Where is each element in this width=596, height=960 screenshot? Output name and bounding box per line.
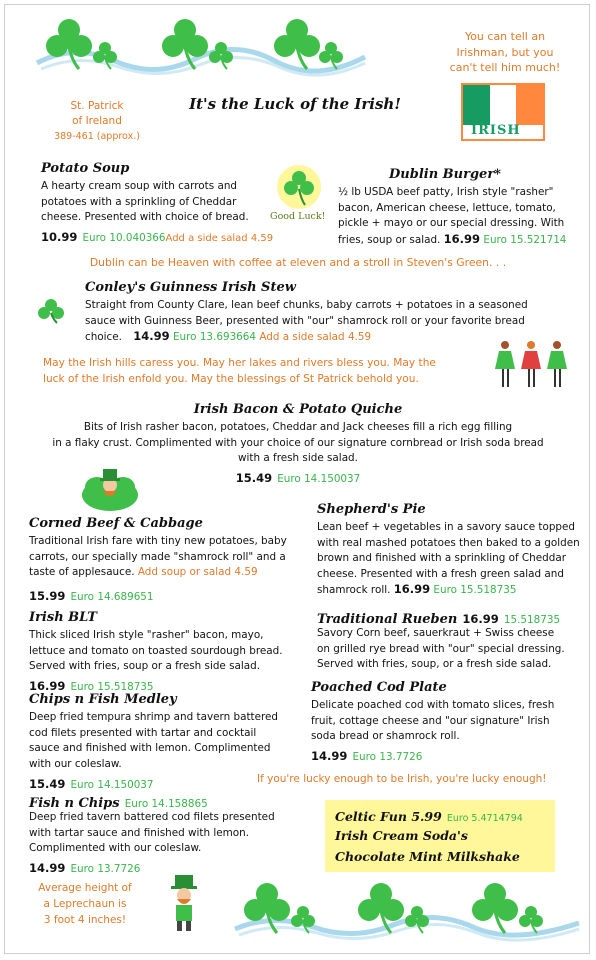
quiche-desc: Bits of Irish rasher bacon, potatoes, Cheddar and Jack cheeses fill a rich egg filling in a flaky crust. Complimented with your choice of our signature cornbread or Irish soda bread with a fresh side salad. (52, 421, 544, 465)
good-luck-text: Good Luck! (270, 211, 326, 222)
headline: It's the Luck of the Irish! (189, 95, 401, 113)
potato-soup-desc: A hearty cream soup with carrots and potatoes with a sprinkling of Cheddar cheese. Presented with choice of bread. (41, 180, 249, 224)
shepherds-pie-desc: Lean beef + vegetables in a savory sauce topped with real mashed potatoes then baked to a golden brown and finished with a sprinkling of Cheddar cheese. Presented with a fresh green salad and shamrock roll. 16.99 Euro 15.518735 (317, 521, 580, 597)
chips-fish-title: Chips n Fish Medley (29, 692, 177, 707)
chips-fish-desc: Deep fried tempura shrimp and tavern battered cod filets presented with tartar and cocktail sauce and finished with lemon. Complimented with our coleslaw. (29, 711, 279, 770)
irishman-quote: You can tell an Irishman, but you can't tell him much! (449, 30, 561, 74)
poached-cod-title: Poached Cod Plate (311, 680, 447, 695)
poached-cod-price-line: 14.99 Euro 13.7726 (311, 749, 423, 763)
chips-fish-price-line: 15.49 Euro 14.150037 (29, 777, 154, 791)
dublin-burger-desc: ½ lb USDA beef patty, Irish style "rasher" bacon, American cheese, lettuce, tomato, pickle + mayo or our special dressing. With fries, soup or salad. 16.99 Euro 15.521714 (338, 186, 567, 246)
shamrock-icon (209, 42, 233, 69)
potato-soup-price-line: 10.99 Euro 10.040366Add a side salad 4.59 (41, 230, 274, 244)
shamrock-icon (472, 883, 518, 933)
drinks-box: Celtic Fun 5.99 Euro 5.4714794 Irish Cream Soda's Chocolate Mint Milkshake (325, 800, 555, 872)
dublin-burger-title: Dublin Burger* (389, 167, 501, 182)
irish-flag-logo: IRISH (461, 83, 545, 141)
leprechaun-fact: Average height of a Leprechaun is 3 foot 4 inches! (38, 882, 132, 926)
stew-desc: Straight from County Clare, lean beef chunks, baby carrots + potatoes in a seasoned sauce with Guinness Beer, presented with "our" shamrock roll or your favorite bread choice. 14.99 Euro 13.693664 Add a side salad 4.59 (85, 299, 528, 344)
leprechaun-shamrock-icon (79, 461, 141, 513)
fish-chips-price-line: 14.99 Euro 13.7726 (29, 861, 141, 875)
quiche-title: Irish Bacon & Potato Quiche (193, 402, 403, 417)
menu-page (4, 4, 590, 954)
corned-beef-desc: Traditional Irish fare with tiny new potatoes, baby carrots, our specially made "shamrock roll" and a taste of applesauce. Add soup or salad 4.59 (29, 535, 287, 579)
potato-soup-title: Potato Soup (41, 161, 130, 176)
fish-chips-desc: Deep fried tavern battered cod filets presented with tartar sauce and finished with lemon. Complimented with our coleslaw. (29, 811, 275, 855)
bottom-shamrock-border (233, 877, 583, 949)
irish-blt-title: Irish BLT (29, 610, 97, 625)
stew-title: Conley's Guinness Irish Stew (85, 280, 296, 295)
corned-beef-price-line: 15.99 Euro 14.689651 (29, 589, 154, 603)
irish-dancers-icon (493, 339, 569, 391)
top-shamrock-border (35, 13, 375, 85)
good-luck-shamrock-icon (273, 165, 325, 215)
lucky-quote: If you're lucky enough to be Irish, you're lucky enough! (257, 773, 547, 785)
st-patrick-caption: St. Patrick of Ireland 389-461 (approx.) (54, 100, 140, 142)
dublin-quote: Dublin can be Heaven with coffee at eleven and a stroll in Steven's Green. . . (89, 256, 507, 269)
shamrock-icon (519, 906, 543, 933)
corned-beef-title: Corned Beef & Cabbage (29, 516, 203, 531)
irish-blt-desc: Thick sliced Irish style "rasher" bacon, mayo, lettuce and tomato on toasted sourdough bread. Served with fries, soup or a fresh side salad. (29, 629, 283, 673)
irish-blt-price-line: 16.99 Euro 15.518735 (29, 679, 154, 693)
rueben-desc: Savory Corn beef, sauerkraut + Swiss cheese on grilled rye bread with "our" special dressing. Served with fries, soup, or a fresh side salad. (317, 627, 565, 671)
shepherds-pie-title: Shepherd's Pie (317, 502, 426, 517)
poached-cod-desc: Delicate poached cod with tomato slices, fresh fruit, cottage cheese and "our signature" Irish soda bread or shamrock roll. (311, 699, 555, 743)
shamrock-icon (37, 297, 65, 325)
irish-blessing: May the Irish hills caress you. May her lakes and rivers bless you. May the luck of the Irish enfold you. May the blessings of St Patrick behold you. (43, 357, 436, 385)
leprechaun-icon (163, 873, 207, 933)
quiche-price-line: 15.49 Euro 14.150037 (235, 471, 361, 485)
rueben-title-line: Traditional Rueben 16.99 15.518735 (317, 612, 561, 627)
fish-chips-title-line: Fish n Chips Euro 14.158865 (29, 796, 208, 811)
